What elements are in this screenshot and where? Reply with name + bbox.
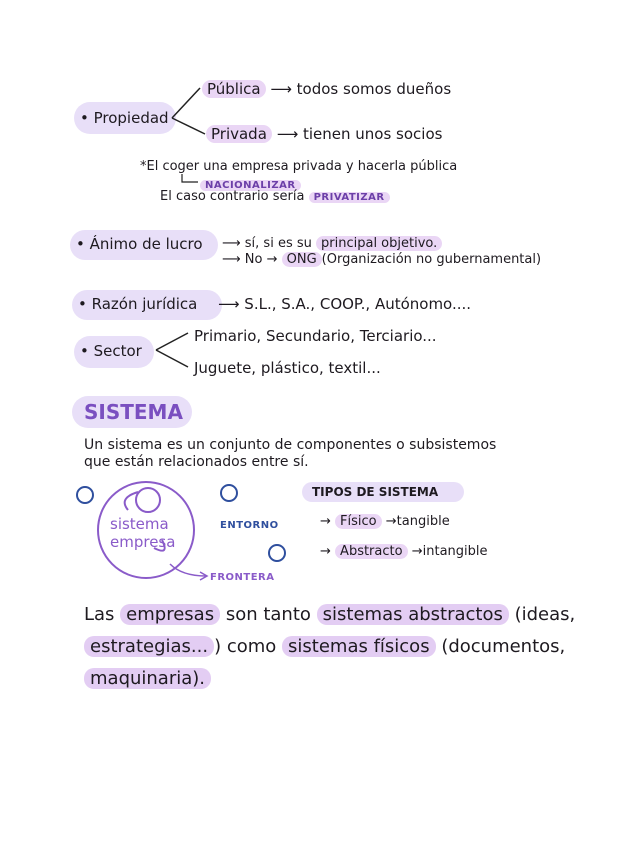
razon-row: [218, 294, 471, 314]
fisico-label: Físico: [335, 514, 382, 529]
razon-values: S.L., S.A., COOP., Autónomo....: [244, 295, 472, 313]
privatizar-row: El caso contrario sería PRIVATIZAR: [160, 189, 390, 206]
conclusion-line3: [84, 666, 211, 692]
arrow-icon: →: [320, 514, 331, 529]
empresas-highlight: empresas: [120, 604, 220, 625]
publica-row: [202, 79, 451, 99]
principal-objetivo: principal objetivo.: [316, 236, 442, 251]
arrow-icon: →: [320, 544, 331, 559]
arrow-icon: →: [411, 544, 423, 559]
privada-desc: tienen unos socios: [302, 125, 443, 143]
sistema-def-line1: Un sistema es un conjunto de componentes o subsistemos: [84, 437, 497, 453]
diagram-sistema-text: sistema: [110, 515, 169, 533]
privada-row: [206, 124, 442, 144]
propiedad-label: • Propiedad: [80, 109, 169, 127]
nacionalizar-label: NACIONALIZAR: [200, 176, 301, 196]
sistemas-fisicos-highlight: sistemas físicos: [282, 636, 436, 657]
publica-label: Pública: [202, 80, 266, 98]
animo-label: • Ánimo de lucro: [76, 235, 203, 253]
maquinaria-highlight: maquinaria).: [84, 668, 211, 689]
sector-line2: Juguete, plástico, textil...: [194, 359, 381, 377]
tipo-abstracto-row: → Abstracto →intangible: [320, 544, 488, 559]
conclusion-line2: estrategias... ) como sistemas físicos (documentos,: [84, 634, 565, 660]
sector-line1: Primario, Secundario, Terciario...: [194, 327, 437, 345]
nacionalizar-note: *El coger una empresa privada y hacerla pública: [140, 159, 458, 174]
animo-no-row: ⟶ No → ONG (Organización no gubernamental): [222, 252, 542, 267]
arrow-icon: ⟶: [270, 80, 292, 98]
privatizar-label: PRIVATIZAR: [309, 192, 390, 203]
frontera-label: FRONTERA: [210, 572, 275, 583]
publica-desc: todos somos dueños: [296, 80, 452, 98]
ong-label: ONG: [282, 252, 322, 267]
abstracto-label: Abstracto: [335, 544, 408, 559]
tipos-title: TIPOS DE SISTEMA: [312, 485, 439, 499]
entorno-circle: [268, 544, 286, 562]
entorno-circle: [220, 484, 238, 502]
arrow-icon: ⟶: [222, 236, 241, 251]
sistemas-abstractos-highlight: sistemas abstractos: [317, 604, 509, 625]
razon-label: • Razón jurídica: [78, 295, 198, 313]
diagram-empresa-text: empresa: [110, 533, 176, 551]
arrow-icon: ⟶: [222, 252, 241, 267]
arrow-icon: →: [385, 514, 397, 529]
sistema-title: SISTEMA: [84, 400, 183, 424]
privada-label: Privada: [206, 125, 272, 143]
animo-si-row: ⟶ sí, si es su principal objetivo.: [222, 236, 442, 252]
sector-label: • Sector: [80, 342, 142, 360]
entorno-label: ENTORNO: [220, 520, 279, 531]
conclusion-line1: Las empresas son tanto sistemas abstractos (ideas,: [84, 604, 576, 625]
arrow-icon: ⟶: [218, 295, 240, 313]
estrategias-highlight: estrategias...: [84, 636, 214, 657]
tipo-fisico-row: → Físico →tangible: [320, 514, 450, 529]
entorno-circle: [76, 486, 94, 504]
arrow-icon: ⟶: [276, 125, 299, 143]
sistema-def-line2: que están relacionados entre sí.: [84, 454, 309, 470]
